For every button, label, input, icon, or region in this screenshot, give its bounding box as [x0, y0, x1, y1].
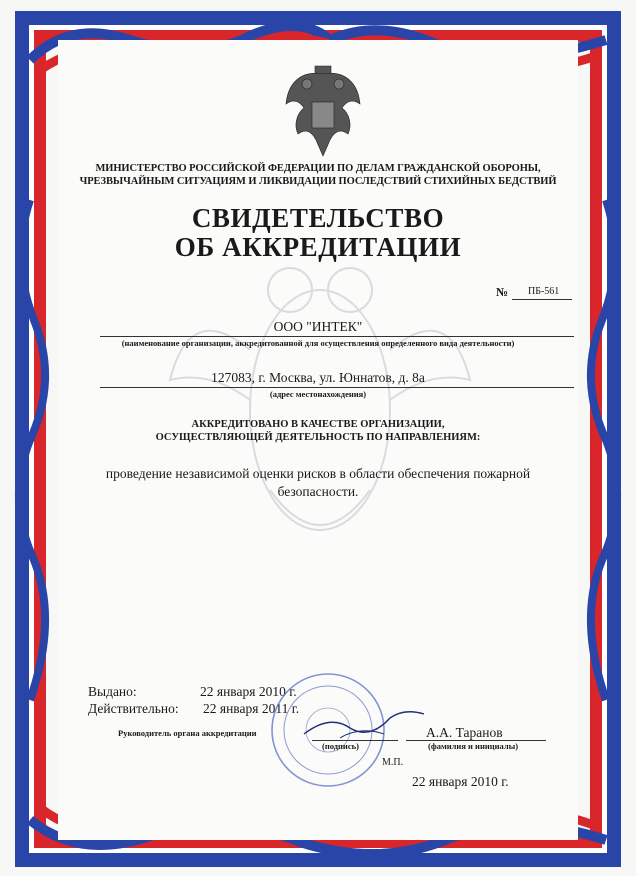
issued-date: 22 января 2010 г.: [200, 684, 297, 699]
sign-date: 22 января 2010 г.: [412, 774, 509, 789]
accredited-line-1: АККРЕДИТОВАНО В КАЧЕСТВЕ ОРГАНИЗАЦИИ,: [191, 419, 445, 430]
ministry-line-1: МИНИСТЕРСТВО РОССИЙСКОЙ ФЕДЕРАЦИИ ПО ДЕЛАМ ГРАЖДАНСКОЙ ОБОРОНЫ,: [95, 163, 541, 174]
org-underline: [100, 336, 574, 337]
org-caption: (наименование организации, аккредитованной для осуществления определенного вида деятельности): [121, 338, 515, 348]
issued-label: Выдано:: [88, 684, 137, 699]
watermark-eagle: [150, 240, 490, 570]
org-name: ООО "ИНТЕК": [273, 319, 363, 334]
signature-caption: (подпись): [322, 741, 359, 751]
signature: [300, 704, 430, 744]
activity-line-2: безопасности.: [277, 484, 359, 499]
number-label: №: [496, 285, 509, 299]
ministry-line-2: ЧРЕЗВЫЧАЙНЫМ СИТУАЦИЯМ И ЛИКВИДАЦИИ ПОСЛЕДСТВИЙ СТИХИЙНЫХ БЕДСТВИЙ: [79, 176, 557, 187]
address-underline: [100, 387, 574, 388]
activity-line-1: проведение независимой оценки рисков в области обеспечения пожарной: [105, 466, 531, 481]
head-label: Руководитель органа аккредитации: [118, 728, 257, 738]
address-caption: (адрес местонахождения): [269, 389, 367, 399]
stamp-label: М.П.: [382, 757, 404, 768]
title-line-2: ОБ АККРЕДИТАЦИИ: [174, 232, 462, 262]
number-value: ПБ-561: [528, 286, 560, 297]
title-line-1: СВИДЕТЕЛЬСТВО: [191, 203, 445, 233]
valid-label: Действительно:: [88, 701, 179, 716]
coat-of-arms-icon: [282, 62, 364, 160]
address: 127083, г. Москва, ул. Юннатов, д. 8а: [211, 370, 425, 385]
valid-date: 22 января 2011 г.: [203, 701, 300, 716]
accredited-line-2: ОСУЩЕСТВЛЯЮЩЕЙ ДЕЯТЕЛЬНОСТЬ ПО НАПРАВЛЕНИЯМ:: [155, 432, 481, 443]
name-caption: (фамилия и инициалы): [428, 741, 519, 751]
signer-name: А.А. Таранов: [426, 725, 503, 740]
number-underline: [512, 299, 572, 300]
